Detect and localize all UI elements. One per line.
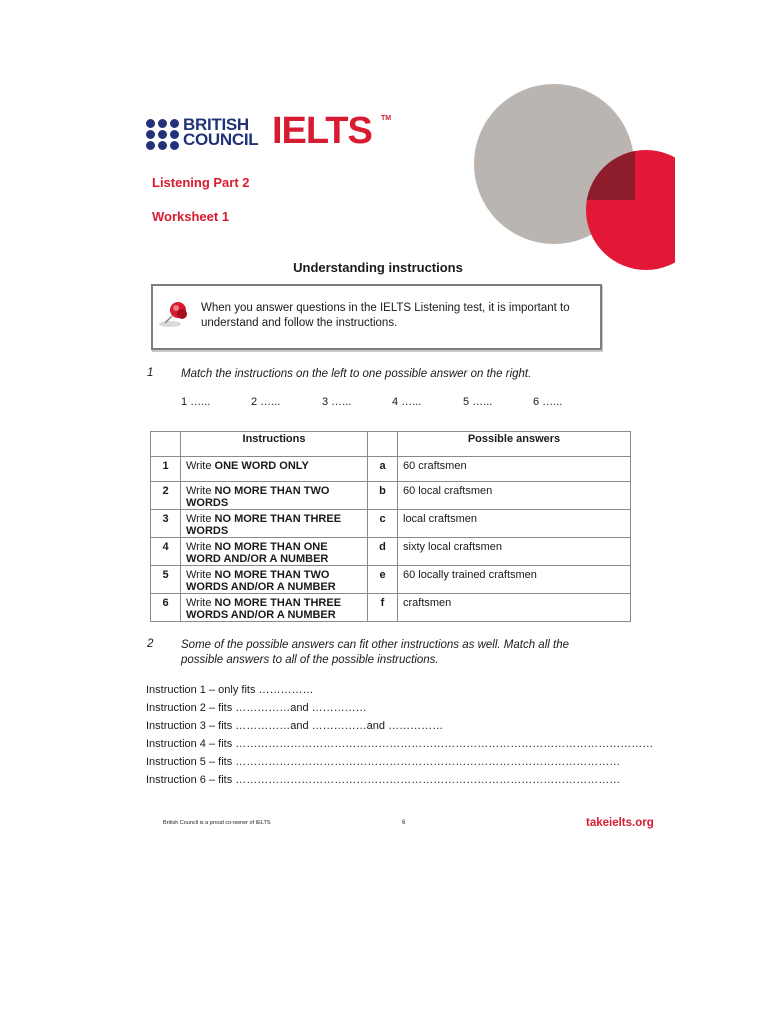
- header-answers: Possible answers: [398, 432, 631, 457]
- footer-link[interactable]: takeielts.org: [586, 817, 654, 829]
- answer-blank-3[interactable]: 3 …...: [322, 396, 352, 408]
- answer-blank-5[interactable]: 5 …...: [463, 396, 493, 408]
- worksheet-title: Worksheet 1: [152, 209, 230, 224]
- row-instruction: Write NO MORE THAN THREE WORDS: [181, 510, 368, 538]
- answer-blank-6[interactable]: 6 …...: [533, 396, 563, 408]
- row-answer: 60 craftsmen: [398, 457, 631, 482]
- table-row: [151, 566, 631, 594]
- footer-note: British Council is a proud co-owner of IELTS: [163, 820, 271, 826]
- table-row: [151, 482, 631, 510]
- instruction-line-2[interactable]: Instruction 2 – fits ……………and ……………: [146, 702, 367, 714]
- header-num-cell: [151, 432, 181, 457]
- row-answer: local craftsmen: [398, 510, 631, 538]
- header-instructions: Instructions: [181, 432, 368, 457]
- table-header-row: [151, 432, 631, 457]
- row-number: 3: [151, 510, 181, 538]
- header-letter-cell: [368, 432, 398, 457]
- answer-blank-1[interactable]: 1 …...: [181, 396, 211, 408]
- instruction-line-1[interactable]: Instruction 1 – only fits ……………: [146, 684, 314, 696]
- instruction-line-4[interactable]: Instruction 4 – fits ……………………………………………………………………………………………………: [146, 738, 654, 750]
- instruction-line-3[interactable]: Instruction 3 – fits ……………and ……………and ……………: [146, 720, 444, 732]
- row-number: 2: [151, 482, 181, 510]
- row-number: 4: [151, 538, 181, 566]
- row-instruction: Write NO MORE THAN THREE WORDS AND/OR A NUMBER: [181, 594, 368, 622]
- row-instruction: Write NO MORE THAN TWO WORDS AND/OR A NUMBER: [181, 566, 368, 594]
- row-letter: d: [368, 538, 398, 566]
- instruction-line-5[interactable]: Instruction 5 – fits ……………………………………………………………………………………………: [146, 756, 621, 768]
- row-letter: b: [368, 482, 398, 510]
- row-letter: a: [368, 457, 398, 482]
- pushpin-icon: [157, 296, 193, 332]
- page-number: 6: [402, 820, 406, 826]
- row-instruction: Write ONE WORD ONLY: [181, 457, 368, 482]
- info-text: When you answer questions in the IELTS Listening test, it is important to understand and follow the instructions.: [201, 302, 570, 329]
- brand-line-1: BRITISH: [183, 115, 249, 134]
- question-2-number: 2: [147, 638, 154, 650]
- row-instruction: Write NO MORE THAN ONE WORD AND/OR A NUMBER: [181, 538, 368, 566]
- row-letter: c: [368, 510, 398, 538]
- answer-blank-2[interactable]: 2 …...: [251, 396, 281, 408]
- row-answer: craftsmen: [398, 594, 631, 622]
- decorative-circle-overlap: [586, 150, 635, 200]
- question-2-text: Some of the possible answers can fit other instructions as well. Match all the possible answers to all of the possible instructions.: [181, 639, 569, 666]
- table-row: [151, 594, 631, 622]
- brand-line-2: COUNCIL: [183, 130, 259, 149]
- matching-table: [150, 431, 631, 622]
- row-answer: 60 locally trained craftsmen: [398, 566, 631, 594]
- table-row: [151, 538, 631, 566]
- row-answer: sixty local craftsmen: [398, 538, 631, 566]
- row-number: 6: [151, 594, 181, 622]
- instruction-line-6[interactable]: Instruction 6 – fits ……………………………………………………………………………………………: [146, 774, 621, 786]
- british-council-logo-icon: [146, 117, 180, 151]
- table-row: [151, 457, 631, 482]
- row-answer: 60 local craftsmen: [398, 482, 631, 510]
- trademark-symbol: TM: [381, 115, 392, 122]
- table-row: [151, 510, 631, 538]
- part-title: Listening Part 2: [152, 175, 250, 190]
- question-1-text: Match the instructions on the left to one possible answer on the right.: [181, 368, 532, 380]
- row-letter: e: [368, 566, 398, 594]
- row-number: 5: [151, 566, 181, 594]
- answer-blank-4[interactable]: 4 …...: [392, 396, 422, 408]
- ielts-logo: IELTS: [272, 110, 372, 152]
- row-letter: f: [368, 594, 398, 622]
- row-number: 1: [151, 457, 181, 482]
- row-instruction: Write NO MORE THAN TWO WORDS: [181, 482, 368, 510]
- british-council-logo-text: [183, 117, 258, 147]
- question-1-number: 1: [147, 367, 154, 379]
- section-heading: Understanding instructions: [293, 260, 463, 275]
